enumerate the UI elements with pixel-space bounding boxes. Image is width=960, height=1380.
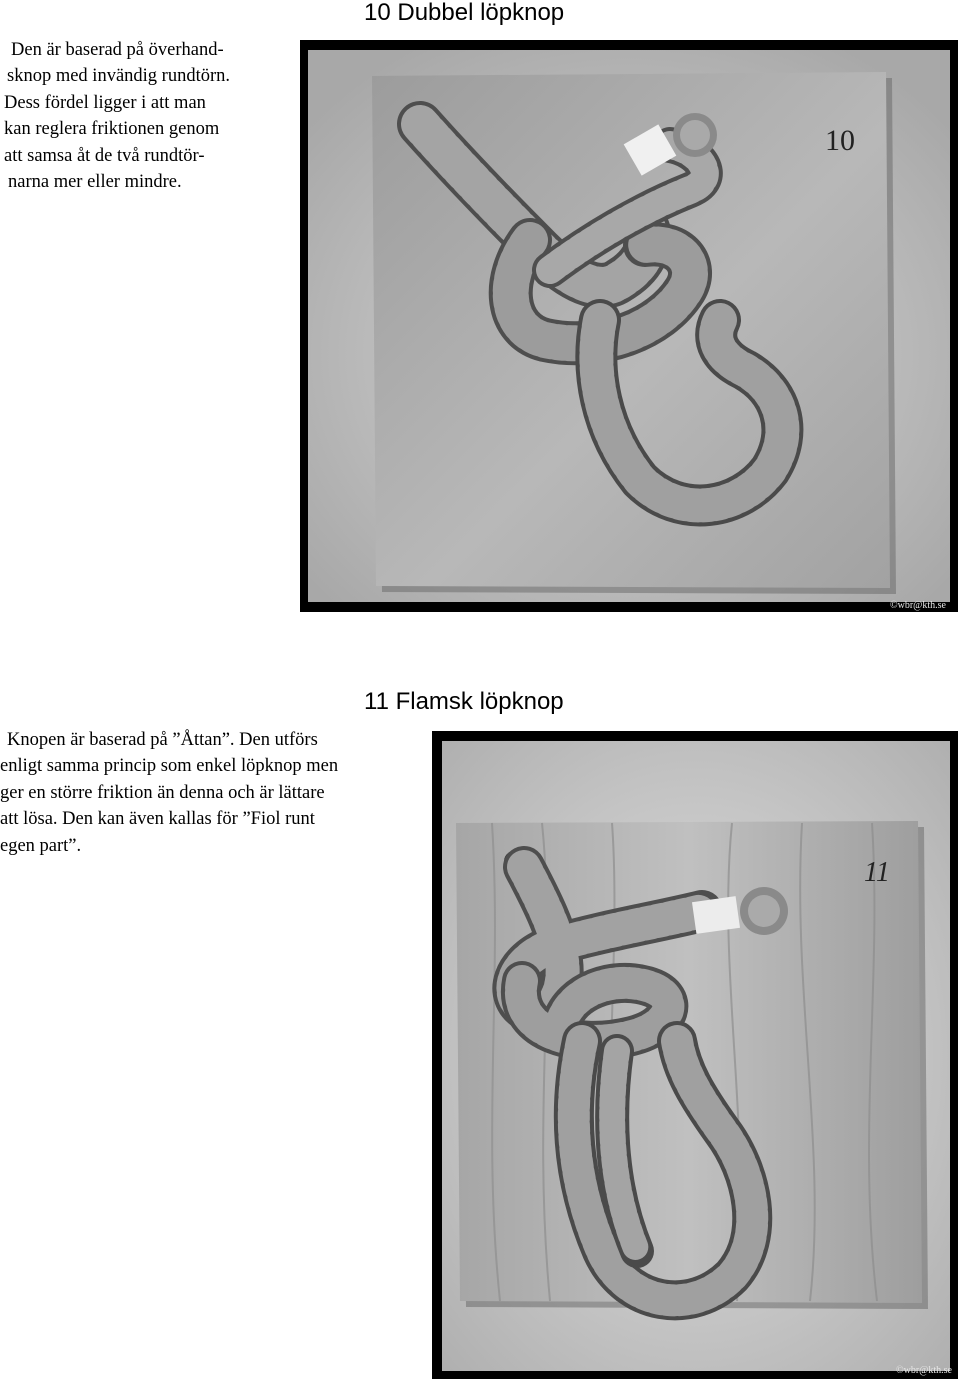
text-line: Den är baserad på överhand-: [11, 40, 224, 60]
text-line: sknop med invändig rundtörn.: [7, 66, 231, 87]
text-line: Knopen är baserad på ”Åttan”. Den utförs: [7, 730, 318, 750]
board-label: 10: [825, 124, 855, 157]
text-line: narna mer eller mindre.: [8, 172, 182, 193]
text-line: kan reglera friktionen genom: [4, 119, 220, 140]
text-line: enligt samma princip som enkel löpknop men: [0, 756, 339, 777]
text-line: Dess fördel ligger i att man: [4, 92, 206, 113]
knot-photo-11: [432, 731, 958, 1379]
knot-photo-10: [300, 40, 958, 612]
section-description-10: [4, 37, 230, 195]
board-label: 11: [864, 857, 890, 888]
text-line: egen part”.: [0, 835, 82, 856]
photo-credit: ©wbr@kth.se: [896, 1365, 952, 1376]
section-title-10: 10 Dubbel löpknop: [364, 0, 565, 26]
section-title-11: 11 Flamsk löpknop: [364, 688, 564, 715]
section-description-11: [0, 727, 338, 859]
rope-knot-photo-icon: [432, 731, 958, 1379]
text-line: ger en större friktion än denna och är lättare: [0, 782, 325, 803]
text-line: att samsa åt de två rundtör-: [4, 145, 205, 166]
photo-credit: ©wbr@kth.se: [890, 600, 946, 611]
rope-knot-photo-icon: [300, 40, 958, 612]
text-line: att lösa. Den kan även kallas för ”Fiol runt: [0, 809, 315, 830]
